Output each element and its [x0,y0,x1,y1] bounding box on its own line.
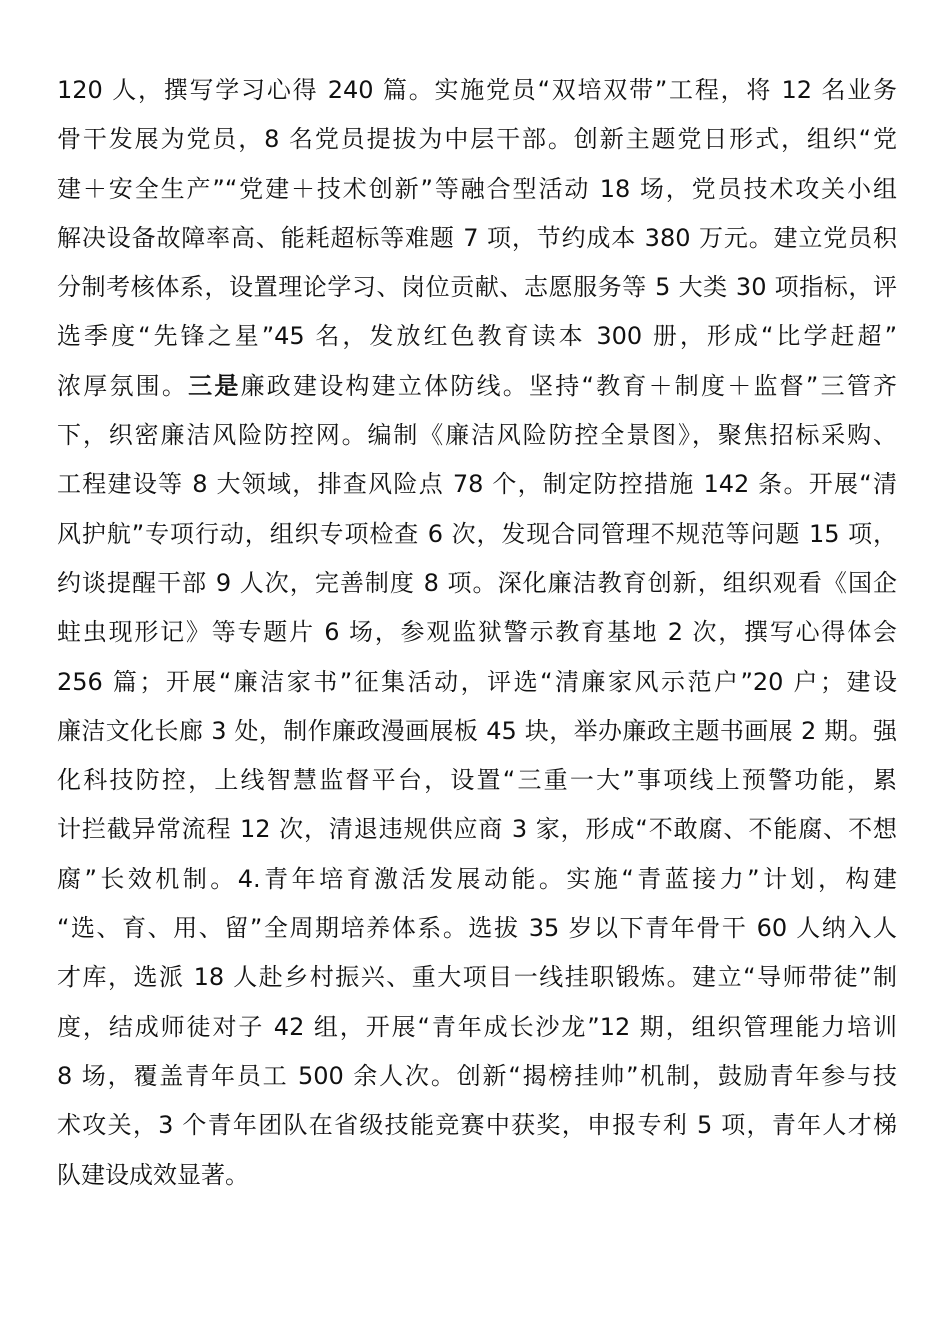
text-line-rest: 廉政建设构建立体防线。坚持“教育＋制度＋监督”三管齐 [240,371,897,400]
text-line: 建＋安全生产”“党建＋技术创新”等融合型活动 18 场，党员技术攻关小组 [57,174,897,203]
text-line: 术攻关，3 个青年团队在省级技能竞赛中获奖，申报专利 5 项，青年人才梯 [57,1111,897,1140]
text-line [57,362,897,411]
text-line: 下，织密廉洁风险防控网。编制《廉洁风险防控全景图》，聚焦招标采购、 [57,421,897,450]
text-line: 分制考核体系，设置理论学习、岗位贡献、志愿服务等 5 大类 30 项指标，评 [57,273,897,302]
text-line: 约谈提醒干部 9 人次，完善制度 8 项。深化廉洁教育创新，组织观看《国企 [57,568,897,597]
text-line: 120 人，撰写学习心得 240 篇。实施党员“双培双带”工程，将 12 名业务 [57,76,897,104]
text-line: 才库，选派 18 人赴乡村振兴、重大项目一线挂职锻炼。建立“导师带徒”制 [57,963,897,992]
body-text [57,66,897,1200]
section-marker-bold: 三是 [188,371,241,400]
text-line: 工程建设等 8 大领域，排查风险点 78 个，制定防控措施 142 条。开展“清 [57,470,897,499]
text-line-last: 队建设成效显著。 [57,1160,249,1189]
text-line: “选、育、用、留”全周期培养体系。选拔 35 岁以下青年骨干 60 人纳入人 [57,914,897,943]
text-line-prefix: 浓厚氛围。 [57,371,189,400]
text-line: 骨干发展为党员，8 名党员提拔为中层干部。创新主题党日形式，组织“党 [57,125,897,154]
text-line: 计拦截异常流程 12 次，清退违规供应商 3 家，形成“不敢腐、不能腐、不想 [57,815,897,844]
text-line: 256 篇；开展“廉洁家书”征集活动，评选“清廉家风示范户”20 户；建设 [57,667,897,696]
text-line: 化科技防控，上线智慧监督平台，设置“三重一大”事项线上预警功能，累 [57,766,897,795]
text-line: 8 场，覆盖青年员工 500 余人次。创新“揭榜挂帅”机制，鼓励青年参与技 [57,1061,897,1090]
text-line: 风护航”专项行动，组织专项检查 6 次，发现合同管理不规范等问题 15 项， [57,519,897,548]
text-line: 廉洁文化长廊 3 处，制作廉政漫画展板 45 块，举办廉政主题书画展 2 期。强 [57,716,897,745]
text-line: 腐”长效机制。4.青年培育激活发展动能。实施“青蓝接力”计划，构建 [57,864,897,893]
text-line: 度，结成师徒对子 42 组，开展“青年成长沙龙”12 期，组织管理能力培训 [57,1012,897,1041]
text-line: 解决设备故障率高、能耗超标等难题 7 项，节约成本 380 万元。建立党员积 [57,223,897,252]
text-line: 蛀虫现形记》等专题片 6 场，参观监狱警示教育基地 2 次，撰写心得体会 [57,618,897,647]
text-line: 选季度“先锋之星”45 名，发放红色教育读本 300 册，形成“比学赶超” [57,322,897,351]
